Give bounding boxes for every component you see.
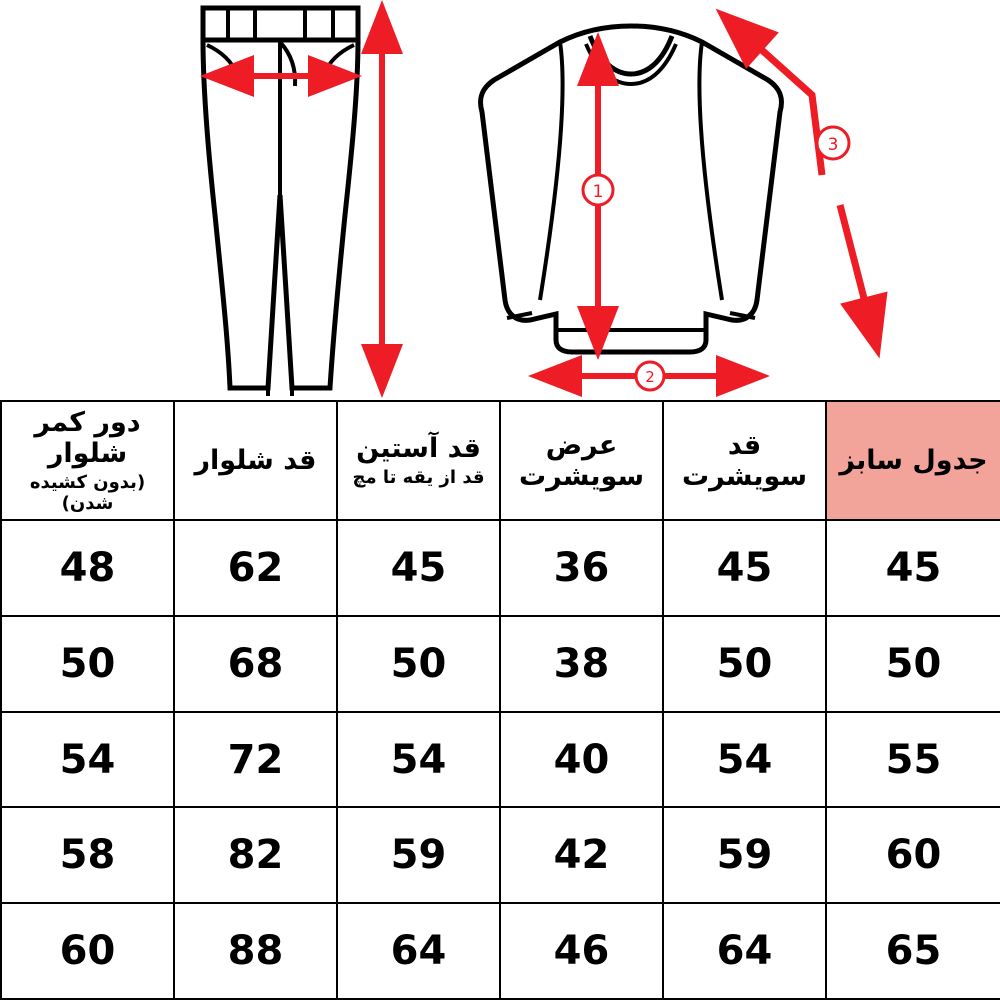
cell-size: 65 xyxy=(826,903,1000,999)
table-title: جدول سابز xyxy=(839,445,988,477)
cell-sweatshirt-length: 50 xyxy=(663,616,826,712)
header-label: دور کمر شلوار xyxy=(34,406,141,469)
table-row xyxy=(1,616,1000,712)
header-sublabel: (بدون کشیده شدن) xyxy=(29,471,146,514)
callout-2-label: 2 xyxy=(645,368,655,386)
cell-sweatshirt-length: 54 xyxy=(663,712,826,808)
table-title-cell xyxy=(826,401,1000,520)
cell-pants-length: 82 xyxy=(174,807,337,903)
header-waist xyxy=(1,401,174,520)
cell-sleeve-length: 45 xyxy=(337,520,500,616)
cell-sweatshirt-length: 64 xyxy=(663,903,826,999)
cell-sleeve-length: 59 xyxy=(337,807,500,903)
table-row xyxy=(1,712,1000,808)
header-label: قد شلوار xyxy=(194,445,317,477)
header-label: قد آستین xyxy=(356,432,481,464)
table-row xyxy=(1,807,1000,903)
header-label: قد سویشرت xyxy=(681,429,808,492)
cell-size: 45 xyxy=(826,520,1000,616)
cell-waist: 58 xyxy=(1,807,174,903)
cell-sweatshirt-length: 59 xyxy=(663,807,826,903)
sweatshirt-size-diagram xyxy=(481,26,782,352)
cell-waist: 48 xyxy=(1,520,174,616)
cell-sweatshirt-width: 38 xyxy=(500,616,663,712)
cell-pants-length: 62 xyxy=(174,520,337,616)
cell-waist: 50 xyxy=(1,616,174,712)
cell-pants-length: 68 xyxy=(174,616,337,712)
cell-size: 60 xyxy=(826,807,1000,903)
cell-sleeve-length: 64 xyxy=(337,903,500,999)
cell-pants-length: 88 xyxy=(174,903,337,999)
cell-sweatshirt-width: 36 xyxy=(500,520,663,616)
table-row xyxy=(1,903,1000,999)
cell-sweatshirt-width: 46 xyxy=(500,903,663,999)
callout-3-label: 3 xyxy=(827,135,839,155)
header-sleeve-length xyxy=(337,401,500,520)
table-header-row xyxy=(1,401,1000,520)
header-label: عرض سویشرت xyxy=(518,429,645,492)
cell-waist: 60 xyxy=(1,903,174,999)
illustration-area xyxy=(0,0,1000,400)
cell-size: 55 xyxy=(826,712,1000,808)
cell-sleeve-length: 50 xyxy=(337,616,500,712)
header-sweatshirt-width xyxy=(500,401,663,520)
header-sweatshirt-length xyxy=(663,401,826,520)
header-sublabel: قد از یقه تا مچ xyxy=(352,466,485,488)
cell-waist: 54 xyxy=(1,712,174,808)
cell-sweatshirt-width: 40 xyxy=(500,712,663,808)
size-table xyxy=(0,400,1000,1000)
cell-sleeve-length: 54 xyxy=(337,712,500,808)
callout-1-label: 1 xyxy=(592,182,604,202)
cell-sweatshirt-length: 45 xyxy=(663,520,826,616)
pants-size-diagram xyxy=(203,8,358,396)
header-pants-length xyxy=(174,401,337,520)
cell-sweatshirt-width: 42 xyxy=(500,807,663,903)
cell-pants-length: 72 xyxy=(174,712,337,808)
cell-size: 50 xyxy=(826,616,1000,712)
table-row xyxy=(1,520,1000,616)
